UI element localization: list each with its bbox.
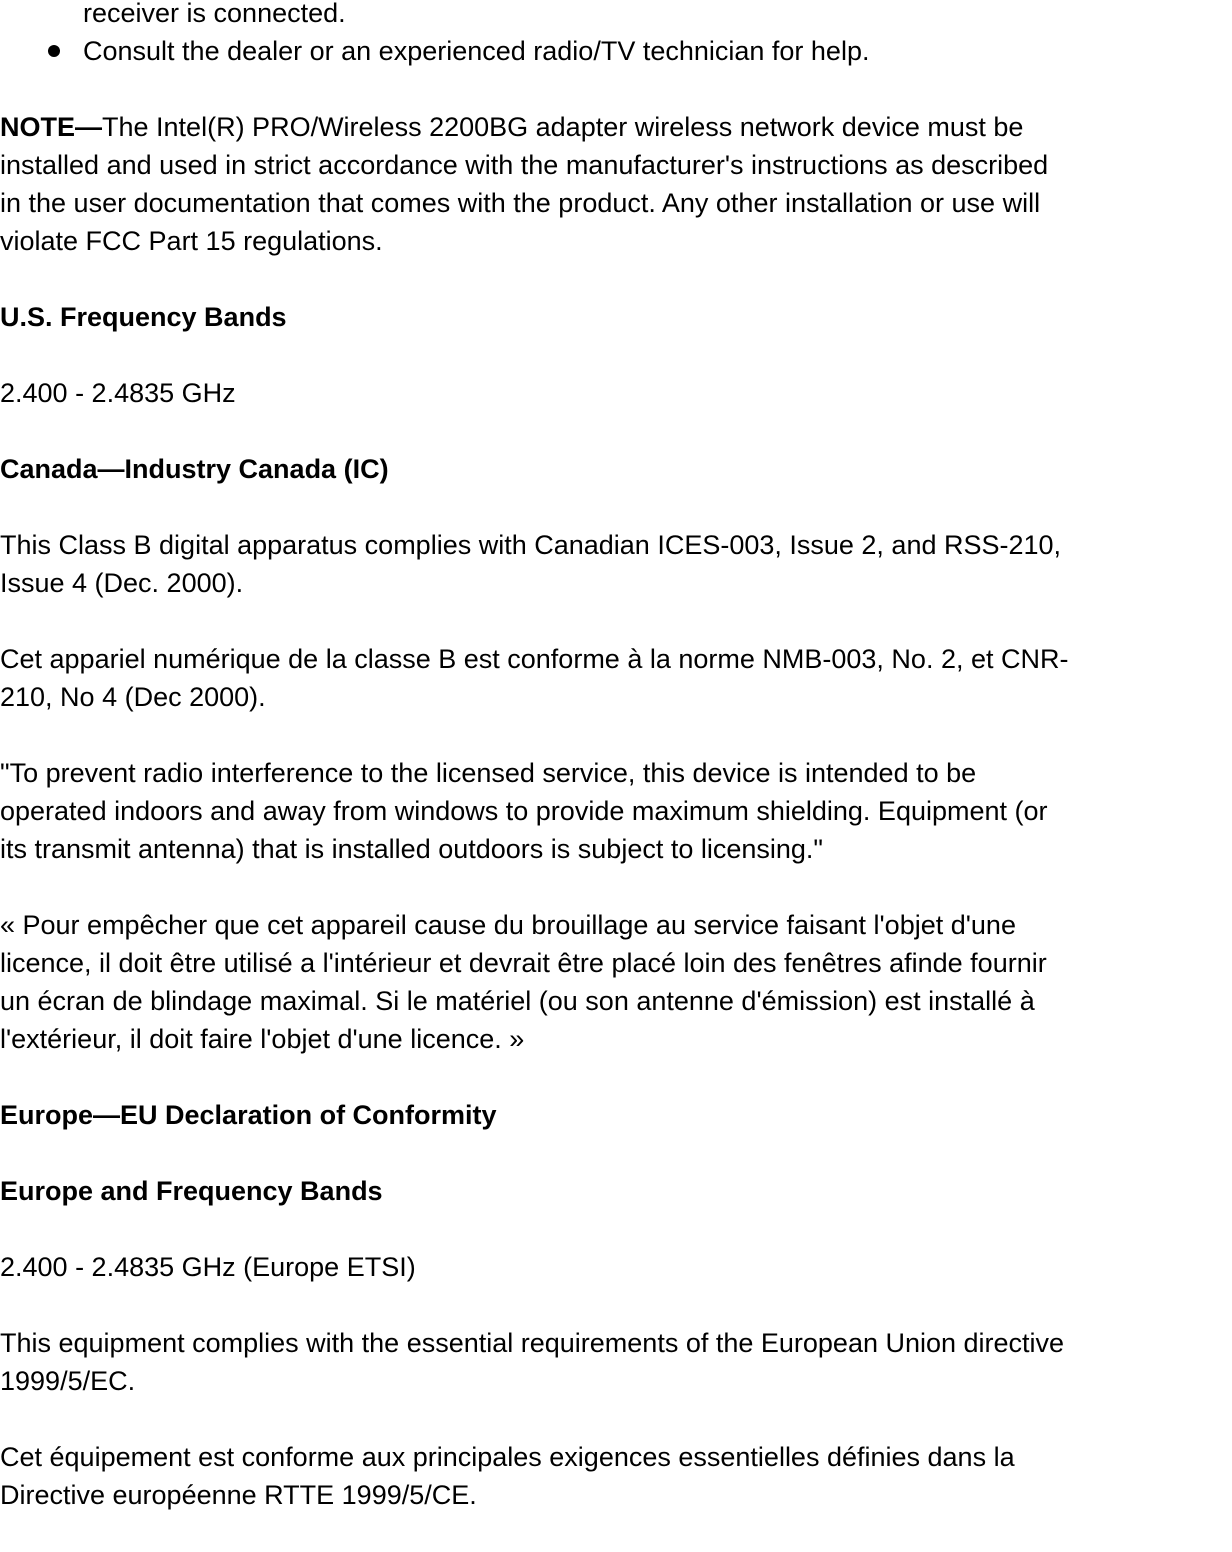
text-line: l'extérieur, il doit faire l'objet d'une licence. » <box>0 1024 525 1054</box>
note-paragraph <box>0 108 1232 260</box>
section-heading-us-bands: U.S. Frequency Bands <box>0 302 287 332</box>
bullet-icon <box>48 45 60 57</box>
text-line: This equipment complies with the essential requirements of the European Union directive <box>0 1328 1065 1358</box>
section-heading-canada: Canada—Industry Canada (IC) <box>0 454 389 484</box>
section-heading-europe: Europe—EU Declaration of Conformity <box>0 1100 497 1130</box>
europe-frequency-value: 2.400 - 2.4835 GHz (Europe ETSI) <box>0 1252 416 1282</box>
text-line: « Pour empêcher que cet appareil cause du brouillage au service faisant l'objet d'une <box>0 910 1016 940</box>
us-frequency-value: 2.400 - 2.4835 GHz <box>0 378 236 408</box>
canada-quote-paragraph <box>0 754 1232 868</box>
text-line: un écran de blindage maximal. Si le matériel (ou son antenne d'émission) est installé à <box>0 986 1035 1016</box>
list-item-text: receiver is connected. <box>83 0 346 28</box>
text-line: "To prevent radio interference to the licensed service, this device is intended to be <box>0 758 977 788</box>
canada-paragraph-french <box>0 640 1232 716</box>
canada-paragraph <box>0 526 1232 602</box>
text-line: licence, il doit être utilisé a l'intérieur et devrait être placé loin des fenêtres afinde fournir <box>0 948 1047 978</box>
note-line: installed and used in strict accordance with the manufacturer's instructions as described <box>0 150 1049 180</box>
note-line: in the user documentation that comes with the product. Any other installation or use will <box>0 188 1041 218</box>
list-item-text: Consult the dealer or an experienced radio/TV technician for help. <box>83 36 870 66</box>
text-line: Cet appariel numérique de la classe B est conforme à la norme NMB-003, No. 2, et CNR- <box>0 644 1069 674</box>
note-line: violate FCC Part 15 regulations. <box>0 226 383 256</box>
text-line: Directive européenne RTTE 1999/5/CE. <box>0 1480 477 1510</box>
europe-paragraph <box>0 1324 1232 1400</box>
text-line: This Class B digital apparatus complies with Canadian ICES-003, Issue 2, and RSS-210, <box>0 530 1062 560</box>
europe-paragraph-french <box>0 1438 1232 1514</box>
note-label: NOTE— <box>0 112 103 142</box>
section-heading-europe-bands: Europe and Frequency Bands <box>0 1176 383 1206</box>
canada-quote-paragraph-french <box>0 906 1232 1058</box>
list-item <box>0 32 1232 70</box>
text-line: Issue 4 (Dec. 2000). <box>0 568 244 598</box>
text-line: operated indoors and away from windows to provide maximum shielding. Equipment (or <box>0 796 1048 826</box>
text-line: 1999/5/EC. <box>0 1366 136 1396</box>
bullet-list <box>0 0 1232 70</box>
text-line: Cet équipement est conforme aux principales exigences essentielles définies dans la <box>0 1442 1015 1472</box>
text-line: its transmit antenna) that is installed outdoors is subject to licensing." <box>0 834 823 864</box>
note-line: The Intel(R) PRO/Wireless 2200BG adapter wireless network device must be <box>102 112 1024 142</box>
text-line: 210, No 4 (Dec 2000). <box>0 682 266 712</box>
list-item-continued <box>0 0 1232 32</box>
